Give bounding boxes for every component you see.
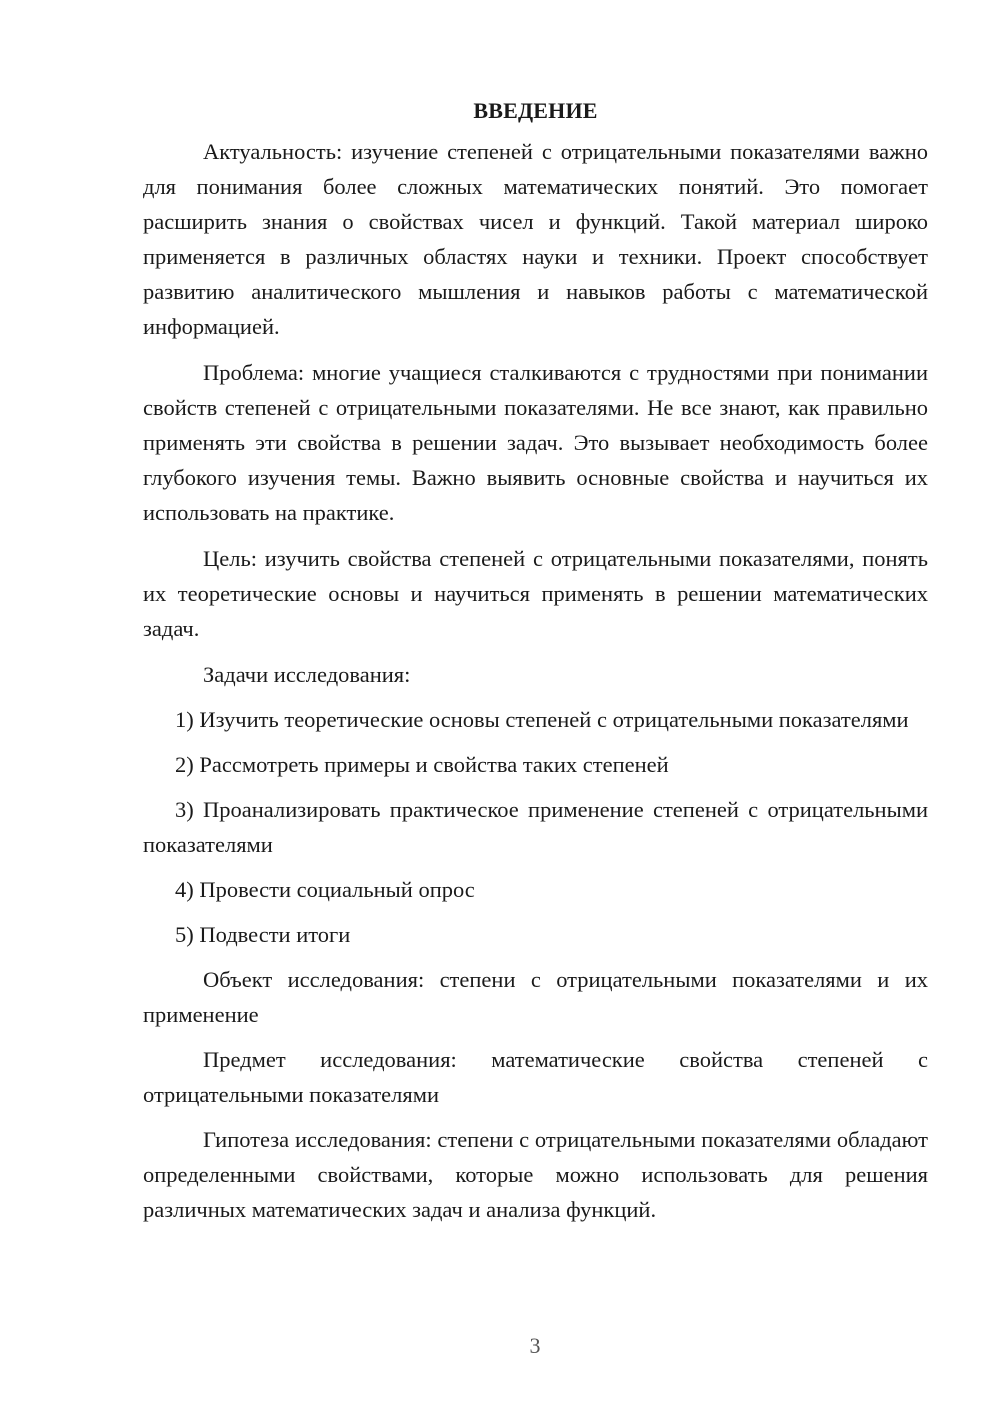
document-page	[143, 96, 928, 1227]
task-item-5: 5) Подвести итоги	[175, 922, 351, 947]
object-paragraph: Объект исследования: степени с отрицательными показателями и их применение	[143, 967, 928, 1027]
relevance-paragraph: Актуальность: изучение степеней с отрицательными показателями важно для понимания более сложных математических понятий. Это помогает расширить знания о свойствах чисел и функций. Такой материал широко применяется в различных областях науки и техники. Проект способствует развитию аналитического мышления и навыков работы с математической информацией.	[143, 139, 928, 339]
problem-paragraph: Проблема: многие учащиеся сталкиваются с трудностями при понимании свойств степеней с отрицательными показателями. Не все знают, как правильно применять эти свойства в решении задач. Это вызывает необходимость более глубокого изучения темы. Важно выявить основные свойства и научиться их использовать на практике.	[143, 360, 928, 525]
section-heading: ВВЕДЕНИЕ	[473, 98, 598, 123]
page-number: 3	[529, 1333, 541, 1358]
tasks-title: Задачи исследования:	[203, 662, 411, 687]
task-item-3: 3) Проанализировать практическое применение степеней с отрицательными показателями	[143, 797, 928, 857]
subject-paragraph: Предмет исследования: математические свойства степеней с отрицательными показателями	[143, 1047, 928, 1107]
task-item-2: 2) Рассмотреть примеры и свойства таких степеней	[175, 752, 669, 777]
task-item-1: 1) Изучить теоретические основы степеней с отрицательными показателями	[175, 707, 909, 732]
goal-paragraph: Цель: изучить свойства степеней с отрицательными показателями, понять их теоретические основы и научиться применять в решении математических задач.	[143, 546, 928, 641]
hypothesis-paragraph: Гипотеза исследования: степени с отрицательными показателями обладают определенными свойствами, которые можно использовать для решения различных математических задач и анализа функций.	[143, 1127, 928, 1222]
task-item-4: 4) Провести социальный опрос	[175, 877, 475, 902]
